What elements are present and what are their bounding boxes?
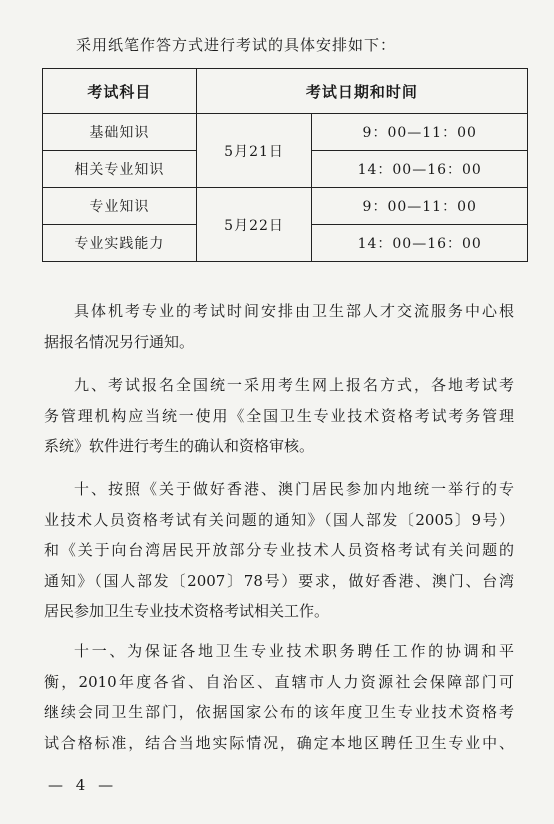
paragraph-eleven	[44, 636, 514, 758]
text-line: 和《关于向台湾居民开放部分专业技术人员资格考试有关问题的	[44, 541, 514, 559]
header-subject: 考试科目	[43, 69, 197, 114]
subject-cell: 基础知识	[43, 114, 197, 151]
paragraph-nine	[44, 370, 514, 462]
page-number: — 4 —	[48, 776, 118, 794]
subject-cell: 专业实践能力	[43, 225, 197, 262]
table-row	[43, 114, 528, 151]
text-line: 通知》（国人部发〔2007〕78号）要求，做好香港、澳门、台湾	[44, 571, 514, 590]
paragraph-ten	[44, 474, 514, 627]
text-line: 具体机考专业的考试时间安排由卫生部人才交流服务中心根	[74, 302, 514, 320]
exam-schedule-table	[42, 68, 528, 262]
time-cell: 14：00—16：00	[312, 151, 528, 188]
text-line: 衡，2010年度各省、自治区、直辖市人力资源社会保障部门可	[44, 672, 514, 691]
header-date-time: 考试日期和时间	[196, 69, 527, 114]
text-line: 务管理机构应当统一使用《全国卫生专业技术资格考试考务管理	[44, 406, 514, 425]
text-line: 九、考试报名全国统一采用考生网上报名方式，各地考试考	[74, 376, 514, 394]
date-cell: 5月22日	[196, 188, 312, 262]
text-line: 系统》软件进行考生的确认和资格审核。	[44, 437, 315, 455]
text-line: 继续会同卫生部门，依据国家公布的该年度卫生专业技术资格考	[44, 703, 514, 721]
paragraph-exam-notice	[44, 296, 514, 357]
time-cell: 9：00—11：00	[312, 188, 528, 225]
intro-line: 采用纸笔作答方式进行考试的具体安排如下：	[76, 36, 397, 54]
time-cell: 9：00—11：00	[312, 114, 528, 151]
text-line: 试合格标准，结合当地实际情况，确定本地区聘任卫生专业中、	[44, 733, 514, 752]
table-row	[43, 188, 528, 225]
table-header-row	[43, 69, 528, 114]
text-line: 据报名情况另行通知。	[44, 332, 195, 351]
text-line: 十一、为保证各地卫生专业技术职务聘任工作的协调和平	[74, 642, 514, 660]
time-cell: 14：00—16：00	[312, 225, 528, 262]
text-line: 业技术人员资格考试有关问题的通知》（国人部发〔2005〕9号）	[44, 510, 514, 529]
date-cell: 5月21日	[196, 114, 312, 188]
text-line: 十、按照《关于做好香港、澳门居民参加内地统一举行的专	[74, 480, 514, 498]
text-line: 居民参加卫生专业技术资格考试相关工作。	[44, 602, 330, 620]
subject-cell: 专业知识	[43, 188, 197, 225]
subject-cell: 相关专业知识	[43, 151, 197, 188]
